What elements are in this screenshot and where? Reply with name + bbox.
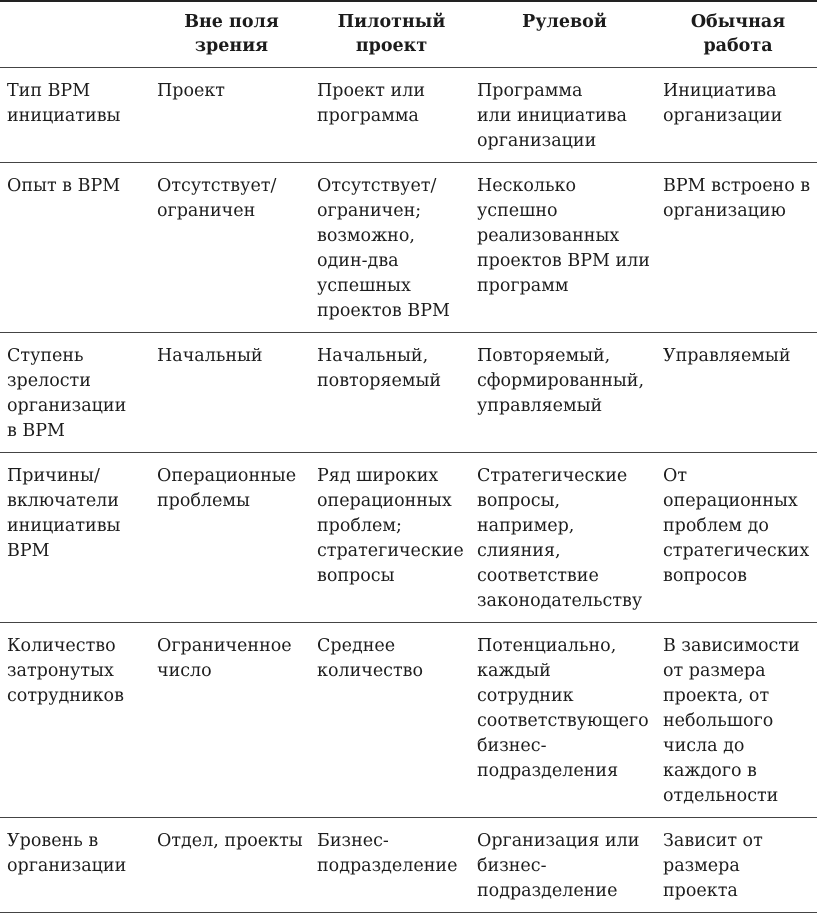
header-cell-out-of-sight: Вне поля зрения	[184, 12, 279, 56]
table-row	[0, 163, 817, 333]
table-row	[0, 333, 817, 453]
row-label: Причины/ включатели инициативы BPM	[7, 466, 121, 561]
table-cell: Проект	[157, 81, 225, 101]
table-cell: В зависимости от размера проекта, от небольшого числа до каждого в отдельности	[663, 636, 800, 806]
row-label: Уровень в организации	[7, 831, 127, 876]
header-cell-business-as-usual: Обычная работа	[690, 12, 786, 56]
table-cell: Инициатива организации	[663, 81, 783, 126]
table-cell: Отсутствует/ ограничен	[157, 176, 277, 221]
table-cell: Среднее количество	[317, 636, 424, 681]
row-label: Количество затронутых сотрудников	[7, 636, 124, 706]
table-cell: Управляемый	[663, 346, 791, 366]
table-cell: Проект или программа	[317, 81, 425, 126]
table-cell: Ограниченное число	[157, 636, 292, 681]
header-cell-steering: Рулевой	[522, 12, 607, 32]
table-cell: Начальный	[157, 346, 263, 366]
header-cell-empty	[0, 1, 150, 68]
table-cell: Начальный, повторяемый	[317, 346, 442, 391]
table-cell: Несколько успешно реализованных проектов BPM или программ	[477, 176, 650, 296]
table-cell: Стратегические вопросы, например, слияния, соответствие законодательству	[477, 466, 643, 611]
table-row	[0, 818, 817, 913]
table-cell: Потенциально, каждый сотрудник соответствующего бизнес- подразделения	[477, 636, 649, 781]
header-cell-pilot: Пилотный проект	[337, 12, 446, 56]
table-cell: От операционных проблем до стратегических вопросов	[663, 466, 810, 586]
table-cell: Отдел, проекты	[157, 831, 303, 851]
table-cell: Операционные проблемы	[157, 466, 297, 511]
table-cell: BPM встроено в организацию	[663, 176, 811, 221]
table-cell: Отсутствует/ ограничен; возможно, один-два успешных проектов BPM	[317, 176, 450, 321]
table-cell: Организация или бизнес- подразделение	[477, 831, 640, 901]
table-cell: Зависит от размера проекта	[663, 831, 763, 901]
table-cell: Программа или инициатива организации	[477, 81, 627, 151]
row-label: Ступень зрелости организации в BPM	[7, 346, 127, 441]
table-row	[0, 68, 817, 163]
row-label: Опыт в BPM	[7, 176, 121, 196]
row-label: Тип BPM инициативы	[7, 81, 121, 126]
table-cell: Ряд широких операционных проблем; стратегические вопросы	[317, 466, 464, 586]
table-row	[0, 453, 817, 623]
header-row	[0, 1, 817, 68]
table-row	[0, 623, 817, 818]
table-cell: Бизнес- подразделение	[317, 831, 458, 876]
table-cell: Повторяемый, сформированный, управляемый	[477, 346, 645, 416]
